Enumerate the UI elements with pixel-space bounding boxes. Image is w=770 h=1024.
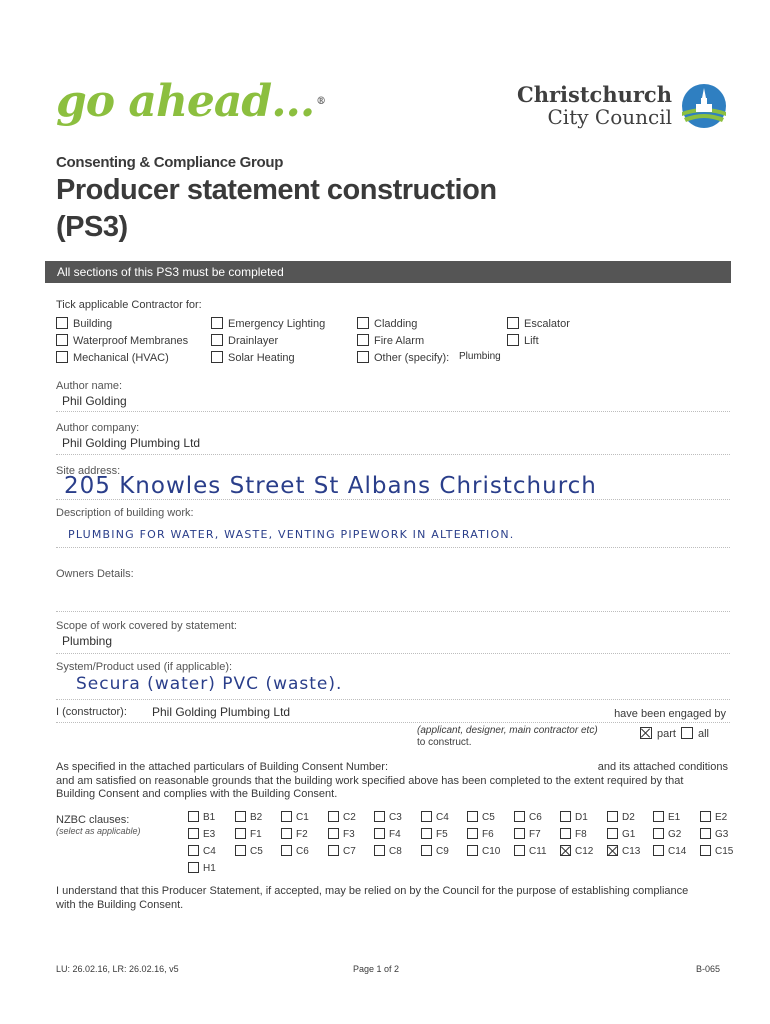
checkbox-icon[interactable] [374, 845, 385, 856]
understanding-line1: I understand that this Producer Statement, if accepted, may be relied on by the Council for the purpose of establishing compliance [56, 885, 689, 897]
checkbox-icon[interactable] [514, 828, 525, 839]
checkbox-icon[interactable] [328, 828, 339, 839]
nzbc-clause-e3[interactable] [188, 829, 215, 840]
author-name-label: Author name: [56, 380, 123, 392]
checkbox-icon[interactable] [607, 811, 618, 822]
nzbc-clause-c6[interactable] [514, 812, 542, 823]
divider [56, 547, 730, 548]
nzbc-clause-label: H1 [203, 863, 216, 875]
checkbox-icon[interactable] [188, 845, 199, 856]
form-code: B-065 [695, 964, 720, 974]
checkbox-icon[interactable] [467, 845, 478, 856]
nzbc-clause-label: B1 [203, 812, 216, 824]
nzbc-clause-label: C5 [482, 812, 495, 824]
checkbox-icon[interactable] [421, 811, 432, 822]
description-label: Description of building work: [56, 507, 194, 519]
option-cladding[interactable]: Cladding [357, 318, 417, 330]
option-mechanical-hvac[interactable]: Mechanical (HVAC) [56, 352, 169, 364]
checkbox-checked-icon[interactable] [640, 727, 652, 739]
nzbc-clause-f4[interactable] [374, 829, 401, 840]
nzbc-clause-label: C4 [436, 812, 449, 824]
consent-statement-line2: and am satisfied on reasonable grounds that the building work specified above has been completed to the extent required by that [56, 775, 684, 787]
checkbox-icon[interactable] [328, 845, 339, 856]
author-name-field[interactable]: Phil Golding [62, 394, 127, 408]
applicant-note: (applicant, designer, main contractor etc) [417, 725, 598, 736]
nzbc-clause-label: C3 [389, 812, 402, 824]
footer-version: LU: 26.02.16, LR: 26.02.16, v5 [56, 964, 179, 974]
nzbc-clause-c6[interactable] [281, 846, 309, 857]
nzbc-clause-f5[interactable] [421, 829, 448, 840]
nzbc-clause-c15[interactable] [700, 846, 733, 857]
nzbc-clauses-label: NZBC clauses: [56, 814, 130, 826]
site-address-label: Site address: [56, 465, 121, 477]
nzbc-clause-label: C6 [296, 846, 309, 858]
attached-conditions-text: and its attached conditions [597, 761, 728, 773]
nzbc-clause-b2[interactable] [235, 812, 262, 823]
nzbc-clause-f2[interactable] [281, 829, 308, 840]
nzbc-clause-e2[interactable] [700, 812, 727, 823]
checkbox-icon[interactable] [281, 811, 292, 822]
checkbox-icon[interactable] [374, 811, 385, 822]
system-product-label: System/Product used (if applicable): [56, 661, 233, 673]
system-product-field[interactable]: Secura (water) PVC (waste). [76, 674, 343, 694]
understanding-line2: with the Building Consent. [56, 899, 184, 911]
christchurch-cathedral-icon [680, 82, 728, 130]
nzbc-clause-g3[interactable] [700, 829, 728, 840]
nzbc-clause-c4[interactable] [421, 812, 449, 823]
nzbc-clause-label: C7 [343, 846, 356, 858]
checkbox-icon[interactable] [235, 811, 246, 822]
nzbc-clause-label: C8 [389, 846, 402, 858]
divider [56, 722, 730, 723]
checkbox-icon[interactable] [700, 845, 711, 856]
checkbox-icon[interactable] [328, 811, 339, 822]
checkbox-icon[interactable] [56, 317, 68, 329]
nzbc-clause-c10[interactable] [467, 846, 500, 857]
nzbc-clause-d2[interactable] [607, 812, 635, 823]
checkbox-icon[interactable] [421, 845, 432, 856]
checkbox-icon[interactable] [700, 811, 711, 822]
option-all[interactable]: all [681, 728, 709, 740]
nzbc-clause-label: F1 [250, 829, 262, 841]
checkbox-icon[interactable] [357, 317, 369, 329]
checkbox-icon[interactable] [467, 811, 478, 822]
option-drainlayer[interactable]: Drainlayer [211, 335, 278, 347]
nzbc-clause-g2[interactable] [653, 829, 681, 840]
nzbc-clause-c13[interactable] [607, 846, 640, 857]
checkbox-icon[interactable] [507, 317, 519, 329]
nzbc-clause-c5[interactable] [235, 846, 263, 857]
registered-mark: ® [316, 96, 326, 107]
checkbox-icon[interactable] [514, 811, 525, 822]
consent-number-label: As specified in the attached particulars of Building Consent Number: [56, 761, 389, 773]
checkbox-icon[interactable] [653, 811, 664, 822]
section-banner: All sections of this PS3 must be completed [45, 261, 731, 283]
nzbc-clause-label: D1 [575, 812, 588, 824]
nzbc-clause-f8[interactable] [560, 829, 587, 840]
nzbc-clause-c9[interactable] [421, 846, 449, 857]
nzbc-clause-label: C13 [622, 846, 641, 858]
nzbc-clause-c12[interactable] [560, 846, 593, 857]
checkbox-icon[interactable] [56, 351, 68, 363]
checkbox-checked-icon[interactable] [607, 845, 618, 856]
scope-field[interactable]: Plumbing [62, 634, 113, 648]
divider [56, 699, 730, 700]
divider [56, 653, 730, 654]
nzbc-clause-label: G2 [668, 829, 682, 841]
checkbox-icon[interactable] [421, 828, 432, 839]
nzbc-clause-d1[interactable] [560, 812, 588, 823]
nzbc-clause-e1[interactable] [653, 812, 680, 823]
constructor-label: I (constructor): [56, 706, 127, 718]
constructor-field[interactable]: Phil Golding Plumbing Ltd [152, 705, 291, 719]
nzbc-clause-c5[interactable] [467, 812, 495, 823]
nzbc-clause-c1[interactable] [281, 812, 309, 823]
group-name: Consenting & Compliance Group [56, 154, 284, 171]
go-ahead-logo-text: go ahead... [56, 76, 315, 127]
checkbox-icon[interactable] [653, 828, 664, 839]
go-ahead-logo [56, 74, 325, 130]
checkbox-checked-icon[interactable] [560, 845, 571, 856]
checkbox-icon[interactable] [211, 317, 223, 329]
page-title-line1: Producer statement construction [56, 174, 497, 206]
checkbox-icon[interactable] [56, 334, 68, 346]
checkbox-icon[interactable] [188, 862, 199, 873]
option-lift[interactable]: Lift [507, 335, 539, 347]
checkbox-icon[interactable] [281, 828, 292, 839]
option-other[interactable]: Other (specify): [357, 352, 449, 364]
checkbox-icon[interactable] [188, 828, 199, 839]
nzbc-clause-f6[interactable] [467, 829, 494, 840]
checkbox-icon[interactable] [374, 828, 385, 839]
consent-statement-line3: Building Consent and complies with the Building Consent. [56, 788, 338, 800]
council-name [517, 84, 672, 128]
contractor-label: Tick applicable Contractor for: [56, 299, 202, 311]
engaged-by-text: have been engaged by [614, 708, 726, 720]
nzbc-clause-label: C5 [250, 846, 263, 858]
nzbc-clause-label: F5 [436, 829, 448, 841]
option-emergency-lighting[interactable]: Emergency Lighting [211, 318, 325, 330]
option-fire-alarm[interactable]: Fire Alarm [357, 335, 424, 347]
nzbc-clause-label: C11 [529, 846, 547, 858]
nzbc-clause-label: C10 [482, 846, 501, 858]
nzbc-clause-label: C9 [436, 846, 449, 858]
nzbc-clause-b1[interactable] [188, 812, 215, 823]
nzbc-clause-c3[interactable] [374, 812, 402, 823]
nzbc-clause-label: F4 [389, 829, 401, 841]
site-address-field[interactable]: 205 Knowles Street St Albans Christchurch [64, 473, 597, 499]
to-construct-text: to construct. [417, 737, 472, 748]
nzbc-clause-label: F7 [529, 829, 541, 841]
author-company-field[interactable]: Phil Golding Plumbing Ltd [62, 436, 201, 450]
nzbc-note: (select as applicable) [56, 826, 141, 836]
nzbc-clause-label: E1 [668, 812, 681, 824]
checkbox-icon[interactable] [653, 845, 664, 856]
checkbox-icon[interactable] [235, 845, 246, 856]
nzbc-clause-label: C12 [575, 846, 594, 858]
nzbc-clause-h1[interactable] [188, 863, 216, 874]
checkbox-icon[interactable] [235, 828, 246, 839]
checkbox-icon[interactable] [467, 828, 478, 839]
checkbox-icon[interactable] [560, 811, 571, 822]
other-specify-value[interactable]: Plumbing [459, 351, 501, 362]
nzbc-clause-label: F2 [296, 829, 308, 841]
nzbc-clause-label: F8 [575, 829, 587, 841]
nzbc-clause-label: C2 [343, 812, 356, 824]
page-title-line2: (PS3) [56, 211, 128, 243]
nzbc-clause-g1[interactable] [607, 829, 635, 840]
nzbc-clause-f7[interactable] [514, 829, 541, 840]
nzbc-clause-label: C15 [715, 846, 734, 858]
checkbox-icon[interactable] [681, 727, 693, 739]
description-field[interactable]: PLUMBING FOR WATER, WASTE, VENTING PIPEWORK IN ALTERATION. [68, 528, 515, 541]
nzbc-clause-f3[interactable] [328, 829, 355, 840]
nzbc-clause-f1[interactable] [235, 829, 262, 840]
nzbc-clause-label: F3 [343, 829, 355, 841]
author-company-label: Author company: [56, 422, 140, 434]
nzbc-clause-label: E3 [203, 829, 216, 841]
option-building[interactable]: Building [56, 318, 112, 330]
checkbox-icon[interactable] [560, 828, 571, 839]
checkbox-icon[interactable] [607, 828, 618, 839]
council-name-line1: Christchurch [517, 82, 672, 107]
nzbc-clause-label: B2 [250, 812, 263, 824]
option-escalator[interactable]: Escalator [507, 318, 570, 330]
nzbc-clause-label: C14 [668, 846, 687, 858]
divider [56, 411, 730, 412]
nzbc-clause-c14[interactable] [653, 846, 686, 857]
nzbc-clause-label: G1 [622, 829, 636, 841]
checkbox-icon[interactable] [281, 845, 292, 856]
nzbc-clause-c7[interactable] [328, 846, 356, 857]
checkbox-icon[interactable] [188, 811, 199, 822]
checkbox-icon[interactable] [514, 845, 525, 856]
nzbc-clause-c2[interactable] [328, 812, 356, 823]
option-part[interactable]: part [640, 728, 676, 740]
nzbc-clause-c8[interactable] [374, 846, 402, 857]
divider [56, 454, 730, 455]
nzbc-clause-label: C1 [296, 812, 309, 824]
nzbc-clause-label: C4 [203, 846, 216, 858]
divider [56, 499, 730, 500]
checkbox-icon[interactable] [357, 351, 369, 363]
nzbc-clause-label: F6 [482, 829, 494, 841]
page-number: Page 1 of 2 [353, 964, 400, 974]
owners-details-label: Owners Details: [56, 568, 134, 580]
option-solar-heating[interactable]: Solar Heating [211, 352, 295, 364]
nzbc-clause-label: G3 [715, 829, 729, 841]
nzbc-clause-c4[interactable] [188, 846, 216, 857]
checkbox-icon[interactable] [700, 828, 711, 839]
nzbc-clause-c11[interactable] [514, 846, 547, 857]
council-name-line2: City Council [547, 105, 672, 129]
scope-label: Scope of work covered by statement: [56, 620, 237, 632]
checkbox-icon[interactable] [357, 334, 369, 346]
checkbox-icon[interactable] [211, 334, 223, 346]
checkbox-icon[interactable] [507, 334, 519, 346]
nzbc-clause-label: D2 [622, 812, 635, 824]
nzbc-clause-label: C6 [529, 812, 542, 824]
page-title [56, 172, 497, 246]
nzbc-clause-label: E2 [715, 812, 728, 824]
option-waterproof-membranes[interactable]: Waterproof Membranes [56, 335, 188, 347]
divider [56, 611, 730, 612]
checkbox-icon[interactable] [211, 351, 223, 363]
